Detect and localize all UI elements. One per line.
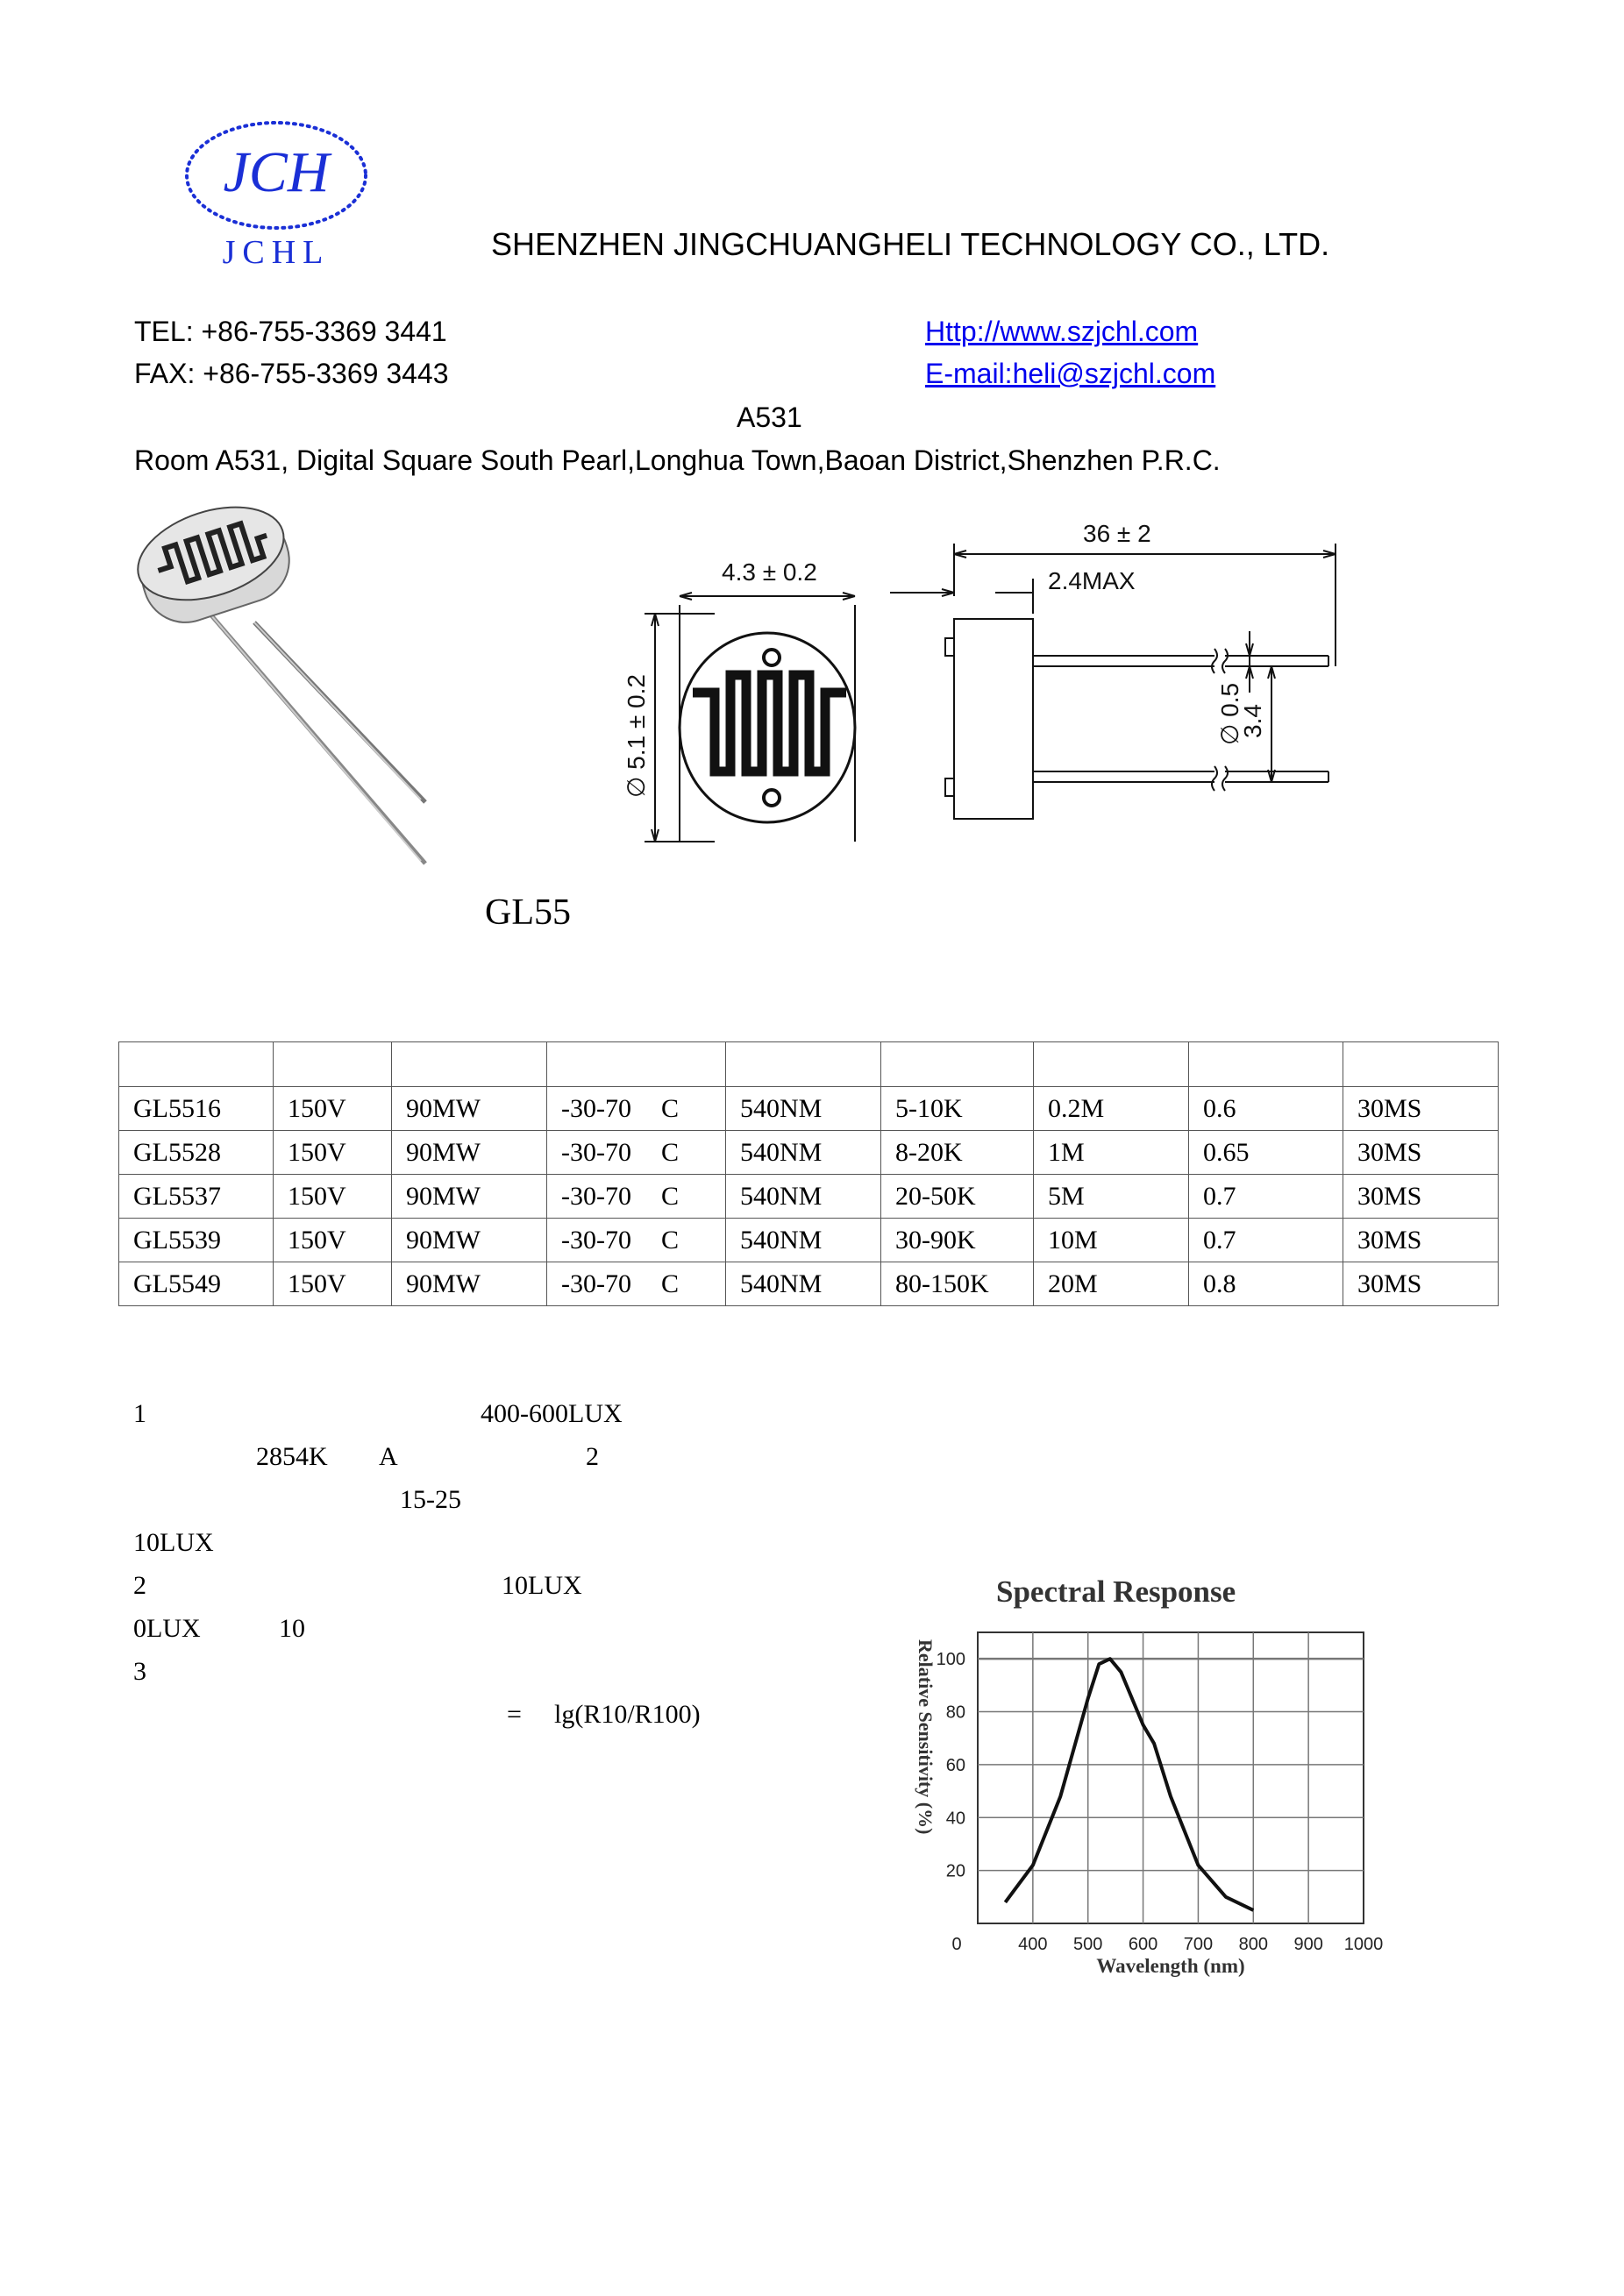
dim-diameter: ∅ 5.1 ± 0.2 bbox=[623, 674, 650, 798]
note-1-lux: 400-600LUX bbox=[481, 1399, 623, 1428]
cell-light-resistance: 20-50K bbox=[881, 1175, 1034, 1219]
x-axis-label: Wavelength (nm) bbox=[1096, 1955, 1245, 1977]
cell-power: 90MW bbox=[392, 1175, 547, 1219]
y-tick-label: 40 bbox=[945, 1809, 965, 1829]
note-1-color-temp: 2854K bbox=[256, 1442, 328, 1471]
cell-temp bbox=[547, 1262, 726, 1306]
cell-voltage: 150V bbox=[274, 1262, 392, 1306]
header-cell bbox=[392, 1042, 547, 1087]
company-name: SHENZHEN JINGCHUANGHELI TECHNOLOGY CO., LTD. bbox=[491, 226, 1330, 262]
temp-unit: C bbox=[660, 1225, 679, 1255]
table-header-row bbox=[119, 1042, 1499, 1087]
cell-temp bbox=[547, 1219, 726, 1262]
x-tick-label: 1000 bbox=[1343, 1935, 1384, 1954]
cell-peak: 540NM bbox=[726, 1175, 881, 1219]
cell-response: 30MS bbox=[1343, 1262, 1499, 1306]
address: Room A531, Digital Square South Pearl,Longhua Town,Baoan District,Shenzhen P.R.C. bbox=[134, 444, 1221, 476]
note-1-range: 15-25 bbox=[400, 1485, 461, 1514]
cell-power: 90MW bbox=[392, 1262, 547, 1306]
dim-body: 2.4MAX bbox=[1048, 567, 1136, 594]
temp-range: -30-70 bbox=[561, 1269, 631, 1298]
cell-response: 30MS bbox=[1343, 1087, 1499, 1131]
cell-light-resistance: 80-150K bbox=[881, 1262, 1034, 1306]
cell-dark-resistance: 20M bbox=[1034, 1262, 1189, 1306]
cell-model: GL5537 bbox=[119, 1175, 274, 1219]
company-logo bbox=[171, 105, 381, 281]
temp-unit: C bbox=[660, 1093, 679, 1123]
temp-range: -30-70 bbox=[561, 1093, 631, 1123]
header-cell bbox=[881, 1042, 1034, 1087]
header-cell bbox=[119, 1042, 274, 1087]
cell-model: GL5539 bbox=[119, 1219, 274, 1262]
cell-light-resistance: 30-90K bbox=[881, 1219, 1034, 1262]
cell-response: 30MS bbox=[1343, 1219, 1499, 1262]
temp-unit: C bbox=[660, 1137, 679, 1167]
table-row bbox=[119, 1175, 1499, 1219]
table-row bbox=[119, 1087, 1499, 1131]
note-1-two: 2 bbox=[586, 1442, 599, 1471]
header-cell bbox=[726, 1042, 881, 1087]
note-2-ten: 10 bbox=[279, 1614, 305, 1643]
y-tick-label: 100 bbox=[936, 1650, 965, 1670]
note-2-zero-lux: 0LUX bbox=[133, 1614, 201, 1643]
x-tick-label: 400 bbox=[1018, 1935, 1048, 1954]
cell-dark-resistance: 1M bbox=[1034, 1131, 1189, 1175]
cell-power: 90MW bbox=[392, 1219, 547, 1262]
cell-temp bbox=[547, 1131, 726, 1175]
note-1-source-a: A bbox=[379, 1442, 398, 1471]
room-code: A531 bbox=[737, 402, 802, 433]
note-1-number: 1 bbox=[133, 1399, 146, 1428]
header-cell bbox=[1034, 1042, 1189, 1087]
note-3-number: 3 bbox=[133, 1657, 146, 1686]
note-3-formula: lg(R10/R100) bbox=[554, 1700, 701, 1729]
cell-model: GL5549 bbox=[119, 1262, 274, 1306]
dim-length: 36 ± 2 bbox=[1083, 520, 1151, 547]
chart-title: Spectral Response bbox=[996, 1575, 1236, 1609]
cell-model: GL5528 bbox=[119, 1131, 274, 1175]
cell-gamma: 0.8 bbox=[1189, 1262, 1343, 1306]
model-title: GL55 bbox=[485, 892, 571, 933]
temp-unit: C bbox=[660, 1181, 679, 1211]
cell-power: 90MW bbox=[392, 1087, 547, 1131]
cell-gamma: 0.6 bbox=[1189, 1087, 1343, 1131]
x-tick-label: 600 bbox=[1128, 1935, 1158, 1954]
dim-pitch: 3.4 bbox=[1239, 704, 1266, 738]
telephone: TEL: +86-755-3369 3441 bbox=[134, 316, 447, 347]
table-row bbox=[119, 1219, 1499, 1262]
cell-voltage: 150V bbox=[274, 1219, 392, 1262]
x-tick-label: 700 bbox=[1183, 1935, 1214, 1954]
cell-dark-resistance: 10M bbox=[1034, 1219, 1189, 1262]
cell-light-resistance: 8-20K bbox=[881, 1131, 1034, 1175]
note-2-number: 2 bbox=[133, 1571, 146, 1600]
temp-range: -30-70 bbox=[561, 1225, 631, 1255]
temp-range: -30-70 bbox=[561, 1181, 631, 1211]
y-tick-label: 80 bbox=[945, 1702, 965, 1723]
cell-gamma: 0.7 bbox=[1189, 1219, 1343, 1262]
website-link[interactable]: Http://www.szjchl.com bbox=[925, 316, 1199, 347]
chart-ticks bbox=[937, 1650, 1384, 1954]
cell-peak: 540NM bbox=[726, 1131, 881, 1175]
plot-frame bbox=[978, 1632, 1364, 1923]
cell-peak: 540NM bbox=[726, 1219, 881, 1262]
spec-table bbox=[118, 1041, 1499, 1306]
cell-response: 30MS bbox=[1343, 1131, 1499, 1175]
cell-voltage: 150V bbox=[274, 1175, 392, 1219]
logo-initials: JCH bbox=[223, 140, 330, 204]
note-3-equals: = bbox=[507, 1700, 522, 1729]
y-tick-label: 60 bbox=[945, 1755, 965, 1775]
header-cell bbox=[1189, 1042, 1343, 1087]
cell-power: 90MW bbox=[392, 1131, 547, 1175]
spectral-response-chart bbox=[894, 1613, 1384, 1981]
mechanical-drawing bbox=[618, 508, 1359, 859]
cell-voltage: 150V bbox=[274, 1087, 392, 1131]
y-axis-label: Relative Sensitivity (%) bbox=[915, 1639, 937, 1835]
x-tick-label: 800 bbox=[1238, 1935, 1268, 1954]
dim-width: 4.3 ± 0.2 bbox=[722, 558, 817, 586]
x-tick-label: 0 bbox=[951, 1935, 962, 1954]
x-tick-label: 900 bbox=[1293, 1935, 1323, 1954]
cell-temp bbox=[547, 1087, 726, 1131]
note-1-lux10: 10LUX bbox=[133, 1528, 214, 1557]
email-link[interactable]: E-mail:heli@szjchl.com bbox=[925, 358, 1216, 389]
temp-unit: C bbox=[660, 1269, 679, 1298]
cell-light-resistance: 5-10K bbox=[881, 1087, 1034, 1131]
y-tick-label: 20 bbox=[945, 1861, 965, 1881]
cell-temp bbox=[547, 1175, 726, 1219]
cell-dark-resistance: 5M bbox=[1034, 1175, 1189, 1219]
chart-grid bbox=[978, 1632, 1364, 1923]
table-row bbox=[119, 1262, 1499, 1306]
photoresistor-photo bbox=[123, 491, 491, 868]
header-cell bbox=[1343, 1042, 1499, 1087]
cell-gamma: 0.7 bbox=[1189, 1175, 1343, 1219]
temp-range: -30-70 bbox=[561, 1137, 631, 1167]
cell-dark-resistance: 0.2M bbox=[1034, 1087, 1189, 1131]
logo-text: JCHL bbox=[222, 234, 331, 271]
cell-gamma: 0.65 bbox=[1189, 1131, 1343, 1175]
cell-model: GL5516 bbox=[119, 1087, 274, 1131]
cell-voltage: 150V bbox=[274, 1131, 392, 1175]
table-row bbox=[119, 1131, 1499, 1175]
cell-peak: 540NM bbox=[726, 1262, 881, 1306]
header-cell bbox=[274, 1042, 392, 1087]
fax: FAX: +86-755-3369 3443 bbox=[134, 358, 449, 389]
x-tick-label: 500 bbox=[1073, 1935, 1103, 1954]
dim-lead: ∅ 0.5 bbox=[1216, 682, 1243, 745]
note-2-lux: 10LUX bbox=[502, 1571, 582, 1600]
series-line bbox=[1005, 1659, 1253, 1910]
cell-peak: 540NM bbox=[726, 1087, 881, 1131]
header-cell bbox=[547, 1042, 726, 1087]
cell-response: 30MS bbox=[1343, 1175, 1499, 1219]
